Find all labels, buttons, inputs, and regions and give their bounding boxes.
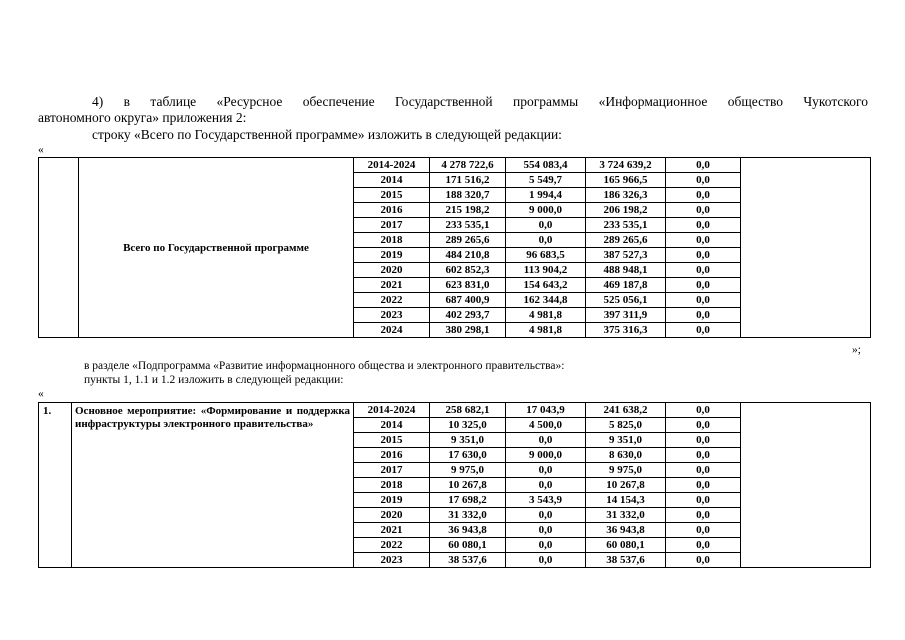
value-cell: 206 198,2 bbox=[586, 203, 666, 218]
value-cell: 488 948,1 bbox=[586, 263, 666, 278]
value-cell: 623 831,0 bbox=[430, 278, 506, 293]
value-cell: 0,0 bbox=[666, 448, 741, 463]
value-cell: 0,0 bbox=[666, 278, 741, 293]
value-cell: 0,0 bbox=[666, 248, 741, 263]
value-cell: 8 630,0 bbox=[586, 448, 666, 463]
value-cell: 0,0 bbox=[666, 493, 741, 508]
year-cell: 2023 bbox=[354, 308, 430, 323]
value-cell: 4 278 722,6 bbox=[430, 158, 506, 173]
value-cell: 17 043,9 bbox=[506, 403, 586, 418]
year-cell: 2014 bbox=[354, 173, 430, 188]
intro-line-3: строку «Всего по Государственной программе» изложить в следующей редакции: bbox=[92, 127, 562, 142]
value-cell: 525 056,1 bbox=[586, 293, 666, 308]
value-cell: 36 943,8 bbox=[430, 523, 506, 538]
year-cell: 2014-2024 bbox=[354, 403, 430, 418]
year-cell: 2016 bbox=[354, 203, 430, 218]
value-cell: 0,0 bbox=[666, 203, 741, 218]
value-cell: 5 549,7 bbox=[506, 173, 586, 188]
value-cell: 186 326,3 bbox=[586, 188, 666, 203]
row-label: Всего по Государственной программе bbox=[79, 158, 354, 338]
value-cell: 0,0 bbox=[666, 433, 741, 448]
blank-cell bbox=[741, 158, 871, 338]
value-cell: 9 000,0 bbox=[506, 448, 586, 463]
year-cell: 2020 bbox=[354, 263, 430, 278]
year-cell: 2016 bbox=[354, 448, 430, 463]
quote-close: »; bbox=[852, 344, 861, 356]
value-cell: 17 698,2 bbox=[430, 493, 506, 508]
item-number: 1. bbox=[39, 403, 72, 568]
value-cell: 165 966,5 bbox=[586, 173, 666, 188]
year-cell: 2022 bbox=[354, 538, 430, 553]
value-cell: 3 543,9 bbox=[506, 493, 586, 508]
value-cell: 0,0 bbox=[506, 218, 586, 233]
value-cell: 0,0 bbox=[666, 158, 741, 173]
value-cell: 9 351,0 bbox=[586, 433, 666, 448]
value-cell: 0,0 bbox=[666, 173, 741, 188]
value-cell: 0,0 bbox=[506, 538, 586, 553]
value-cell: 5 825,0 bbox=[586, 418, 666, 433]
value-cell: 10 267,8 bbox=[586, 478, 666, 493]
subprogram-table bbox=[38, 402, 871, 568]
value-cell: 0,0 bbox=[666, 403, 741, 418]
value-cell: 402 293,7 bbox=[430, 308, 506, 323]
value-cell: 289 265,6 bbox=[586, 233, 666, 248]
value-cell: 0,0 bbox=[666, 418, 741, 433]
year-cell: 2024 bbox=[354, 323, 430, 338]
row-label: Основное мероприятие: «Формирование и поддержка инфраструктуры электронного правительства» bbox=[72, 403, 354, 568]
value-cell: 113 904,2 bbox=[506, 263, 586, 278]
year-cell: 2020 bbox=[354, 508, 430, 523]
year-cell: 2018 bbox=[354, 233, 430, 248]
quote-open-2: « bbox=[38, 388, 44, 400]
value-cell: 154 643,2 bbox=[506, 278, 586, 293]
value-cell: 233 535,1 bbox=[586, 218, 666, 233]
value-cell: 60 080,1 bbox=[430, 538, 506, 553]
value-cell: 687 400,9 bbox=[430, 293, 506, 308]
value-cell: 241 638,2 bbox=[586, 403, 666, 418]
value-cell: 289 265,6 bbox=[430, 233, 506, 248]
value-cell: 554 083,4 bbox=[506, 158, 586, 173]
value-cell: 96 683,5 bbox=[506, 248, 586, 263]
year-cell: 2021 bbox=[354, 523, 430, 538]
value-cell: 0,0 bbox=[666, 308, 741, 323]
year-cell: 2015 bbox=[354, 188, 430, 203]
value-cell: 0,0 bbox=[506, 553, 586, 568]
year-cell: 2022 bbox=[354, 293, 430, 308]
intro-line-1: 4) в таблице «Ресурсное обеспечение Государственной программы «Информационное общество Чукотского bbox=[92, 94, 868, 109]
value-cell: 0,0 bbox=[666, 538, 741, 553]
value-cell: 0,0 bbox=[666, 218, 741, 233]
value-cell: 38 537,6 bbox=[430, 553, 506, 568]
middle-line-1: в разделе «Подпрограмма «Развитие информацнонного общества и электронного правительства»: bbox=[84, 360, 565, 372]
value-cell: 188 320,7 bbox=[430, 188, 506, 203]
value-cell: 484 210,8 bbox=[430, 248, 506, 263]
value-cell: 0,0 bbox=[666, 233, 741, 248]
blank-cell bbox=[741, 403, 871, 568]
value-cell: 3 724 639,2 bbox=[586, 158, 666, 173]
value-cell: 0,0 bbox=[666, 478, 741, 493]
value-cell: 0,0 bbox=[666, 263, 741, 278]
value-cell: 387 527,3 bbox=[586, 248, 666, 263]
value-cell: 36 943,8 bbox=[586, 523, 666, 538]
value-cell: 9 351,0 bbox=[430, 433, 506, 448]
value-cell: 215 198,2 bbox=[430, 203, 506, 218]
value-cell: 380 298,1 bbox=[430, 323, 506, 338]
value-cell: 0,0 bbox=[506, 523, 586, 538]
value-cell: 10 267,8 bbox=[430, 478, 506, 493]
year-cell: 2021 bbox=[354, 278, 430, 293]
year-cell: 2014 bbox=[354, 418, 430, 433]
year-cell: 2019 bbox=[354, 493, 430, 508]
value-cell: 375 316,3 bbox=[586, 323, 666, 338]
intro-line-2: автономного округа» приложения 2: bbox=[38, 110, 247, 125]
value-cell: 0,0 bbox=[666, 463, 741, 478]
value-cell: 602 852,3 bbox=[430, 263, 506, 278]
value-cell: 0,0 bbox=[666, 323, 741, 338]
value-cell: 0,0 bbox=[506, 463, 586, 478]
quote-open-1: « bbox=[38, 144, 44, 156]
year-cell: 2015 bbox=[354, 433, 430, 448]
value-cell: 0,0 bbox=[506, 508, 586, 523]
value-cell: 9 000,0 bbox=[506, 203, 586, 218]
value-cell: 4 500,0 bbox=[506, 418, 586, 433]
value-cell: 10 325,0 bbox=[430, 418, 506, 433]
year-cell: 2018 bbox=[354, 478, 430, 493]
value-cell: 4 981,8 bbox=[506, 323, 586, 338]
value-cell: 0,0 bbox=[666, 508, 741, 523]
table-row bbox=[39, 403, 871, 418]
value-cell: 9 975,0 bbox=[430, 463, 506, 478]
value-cell: 9 975,0 bbox=[586, 463, 666, 478]
value-cell: 397 311,9 bbox=[586, 308, 666, 323]
year-cell: 2017 bbox=[354, 218, 430, 233]
value-cell: 4 981,8 bbox=[506, 308, 586, 323]
value-cell: 0,0 bbox=[506, 433, 586, 448]
value-cell: 0,0 bbox=[666, 523, 741, 538]
year-cell: 2019 bbox=[354, 248, 430, 263]
value-cell: 0,0 bbox=[666, 188, 741, 203]
year-cell: 2014-2024 bbox=[354, 158, 430, 173]
year-cell: 2017 bbox=[354, 463, 430, 478]
value-cell: 171 516,2 bbox=[430, 173, 506, 188]
value-cell: 14 154,3 bbox=[586, 493, 666, 508]
value-cell: 469 187,8 bbox=[586, 278, 666, 293]
value-cell: 31 332,0 bbox=[430, 508, 506, 523]
value-cell: 233 535,1 bbox=[430, 218, 506, 233]
value-cell: 0,0 bbox=[666, 293, 741, 308]
value-cell: 0,0 bbox=[506, 233, 586, 248]
value-cell: 17 630,0 bbox=[430, 448, 506, 463]
value-cell: 258 682,1 bbox=[430, 403, 506, 418]
value-cell: 0,0 bbox=[506, 478, 586, 493]
blank-cell bbox=[39, 158, 79, 338]
value-cell: 0,0 bbox=[666, 553, 741, 568]
value-cell: 31 332,0 bbox=[586, 508, 666, 523]
year-cell: 2023 bbox=[354, 553, 430, 568]
table-row bbox=[39, 158, 871, 173]
value-cell: 38 537,6 bbox=[586, 553, 666, 568]
total-table bbox=[38, 157, 871, 338]
value-cell: 60 080,1 bbox=[586, 538, 666, 553]
value-cell: 1 994,4 bbox=[506, 188, 586, 203]
middle-line-2: пункты 1, 1.1 и 1.2 изложить в следующей редакции: bbox=[84, 374, 344, 386]
value-cell: 162 344,8 bbox=[506, 293, 586, 308]
